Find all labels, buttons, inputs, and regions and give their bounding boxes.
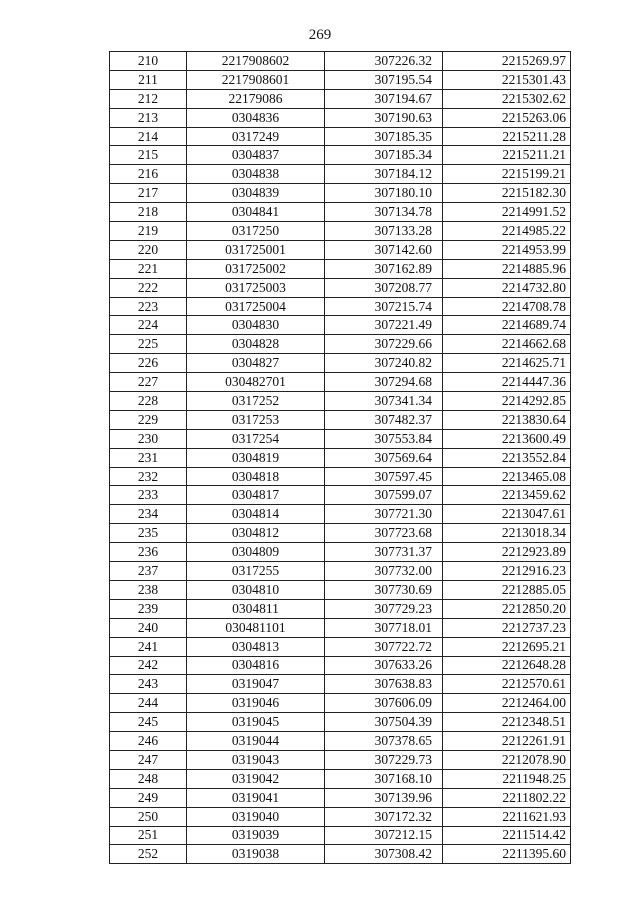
point-code-cell: 0304841 <box>187 203 325 222</box>
y-coordinate-cell: 2212464.00 <box>443 694 571 713</box>
y-coordinate-cell: 2212261.91 <box>443 732 571 751</box>
y-coordinate-cell: 2214953.99 <box>443 240 571 259</box>
point-code-cell: 0317249 <box>187 127 325 146</box>
point-code-cell: 0319044 <box>187 732 325 751</box>
y-coordinate-cell: 2215263.06 <box>443 108 571 127</box>
y-coordinate-cell: 2215211.21 <box>443 146 571 165</box>
table-row <box>110 165 571 184</box>
point-code-cell: 2217908601 <box>187 70 325 89</box>
point-code-cell: 0304839 <box>187 184 325 203</box>
y-coordinate-cell: 2212916.23 <box>443 562 571 581</box>
table-row <box>110 788 571 807</box>
y-coordinate-cell: 2214689.74 <box>443 316 571 335</box>
y-coordinate-cell: 2214985.22 <box>443 222 571 241</box>
point-code-cell: 0304817 <box>187 486 325 505</box>
point-code-cell: 0304837 <box>187 146 325 165</box>
x-coordinate-cell: 307190.63 <box>325 108 443 127</box>
y-coordinate-cell: 2215211.28 <box>443 127 571 146</box>
x-coordinate-cell: 307185.35 <box>325 127 443 146</box>
point-number-cell: 251 <box>110 826 187 845</box>
x-coordinate-cell: 307240.82 <box>325 354 443 373</box>
x-coordinate-cell: 307229.73 <box>325 750 443 769</box>
table-row <box>110 580 571 599</box>
table-row <box>110 108 571 127</box>
y-coordinate-cell: 2215182.30 <box>443 184 571 203</box>
point-code-cell: 0304838 <box>187 165 325 184</box>
x-coordinate-cell: 307341.34 <box>325 392 443 411</box>
y-coordinate-cell: 2215199.21 <box>443 165 571 184</box>
x-coordinate-cell: 307172.32 <box>325 807 443 826</box>
y-coordinate-cell: 2213018.34 <box>443 524 571 543</box>
x-coordinate-cell: 307168.10 <box>325 769 443 788</box>
y-coordinate-cell: 2215269.97 <box>443 52 571 71</box>
point-number-cell: 245 <box>110 713 187 732</box>
point-code-cell: 0304819 <box>187 448 325 467</box>
point-number-cell: 236 <box>110 543 187 562</box>
point-code-cell: 0304830 <box>187 316 325 335</box>
x-coordinate-cell: 307633.26 <box>325 656 443 675</box>
point-number-cell: 248 <box>110 769 187 788</box>
x-coordinate-cell: 307723.68 <box>325 524 443 543</box>
point-number-cell: 229 <box>110 410 187 429</box>
point-number-cell: 210 <box>110 52 187 71</box>
point-code-cell: 0317255 <box>187 562 325 581</box>
y-coordinate-cell: 2215302.62 <box>443 89 571 108</box>
table-row <box>110 732 571 751</box>
point-number-cell: 220 <box>110 240 187 259</box>
point-code-cell: 0304836 <box>187 108 325 127</box>
table-row <box>110 259 571 278</box>
point-number-cell: 246 <box>110 732 187 751</box>
y-coordinate-cell: 2211802.22 <box>443 788 571 807</box>
table-row <box>110 70 571 89</box>
point-number-cell: 227 <box>110 373 187 392</box>
table-row <box>110 694 571 713</box>
point-number-cell: 239 <box>110 599 187 618</box>
table-row <box>110 599 571 618</box>
table-row <box>110 410 571 429</box>
x-coordinate-cell: 307722.72 <box>325 637 443 656</box>
point-number-cell: 214 <box>110 127 187 146</box>
point-number-cell: 242 <box>110 656 187 675</box>
table-row <box>110 637 571 656</box>
point-code-cell: 0304810 <box>187 580 325 599</box>
point-number-cell: 211 <box>110 70 187 89</box>
y-coordinate-cell: 2212648.28 <box>443 656 571 675</box>
x-coordinate-cell: 307553.84 <box>325 429 443 448</box>
point-number-cell: 218 <box>110 203 187 222</box>
table-row <box>110 467 571 486</box>
x-coordinate-cell: 307185.34 <box>325 146 443 165</box>
table-row <box>110 562 571 581</box>
y-coordinate-cell: 2214708.78 <box>443 297 571 316</box>
point-code-cell: 0319040 <box>187 807 325 826</box>
table-row <box>110 392 571 411</box>
point-code-cell: 031725002 <box>187 259 325 278</box>
point-code-cell: 0317254 <box>187 429 325 448</box>
point-code-cell: 031725004 <box>187 297 325 316</box>
point-code-cell: 0319045 <box>187 713 325 732</box>
point-code-cell: 030482701 <box>187 373 325 392</box>
x-coordinate-cell: 307221.49 <box>325 316 443 335</box>
x-coordinate-cell: 307729.23 <box>325 599 443 618</box>
table-row <box>110 203 571 222</box>
point-code-cell: 0304827 <box>187 354 325 373</box>
table-row <box>110 524 571 543</box>
y-coordinate-cell: 2212923.89 <box>443 543 571 562</box>
table-row <box>110 89 571 108</box>
table-row <box>110 184 571 203</box>
y-coordinate-cell: 2213459.62 <box>443 486 571 505</box>
x-coordinate-cell: 307731.37 <box>325 543 443 562</box>
point-number-cell: 217 <box>110 184 187 203</box>
table-row <box>110 486 571 505</box>
table-row <box>110 656 571 675</box>
x-coordinate-cell: 307606.09 <box>325 694 443 713</box>
point-code-cell: 0304809 <box>187 543 325 562</box>
x-coordinate-cell: 307180.10 <box>325 184 443 203</box>
x-coordinate-cell: 307194.67 <box>325 89 443 108</box>
y-coordinate-cell: 2214885.96 <box>443 259 571 278</box>
point-code-cell: 0304814 <box>187 505 325 524</box>
point-code-cell: 0319047 <box>187 675 325 694</box>
table-row <box>110 845 571 864</box>
x-coordinate-cell: 307294.68 <box>325 373 443 392</box>
point-number-cell: 250 <box>110 807 187 826</box>
point-number-cell: 234 <box>110 505 187 524</box>
x-coordinate-cell: 307134.78 <box>325 203 443 222</box>
point-code-cell: 030481101 <box>187 618 325 637</box>
point-code-cell: 0319038 <box>187 845 325 864</box>
point-number-cell: 252 <box>110 845 187 864</box>
y-coordinate-cell: 2211514.42 <box>443 826 571 845</box>
table-row <box>110 675 571 694</box>
x-coordinate-cell: 307638.83 <box>325 675 443 694</box>
y-coordinate-cell: 2214447.36 <box>443 373 571 392</box>
coordinates-table-body <box>110 52 571 864</box>
point-code-cell: 22179086 <box>187 89 325 108</box>
point-number-cell: 232 <box>110 467 187 486</box>
point-number-cell: 223 <box>110 297 187 316</box>
y-coordinate-cell: 2214625.71 <box>443 354 571 373</box>
point-code-cell: 0304828 <box>187 335 325 354</box>
table-row <box>110 826 571 845</box>
point-number-cell: 212 <box>110 89 187 108</box>
table-row <box>110 618 571 637</box>
y-coordinate-cell: 2212737.23 <box>443 618 571 637</box>
y-coordinate-cell: 2212570.61 <box>443 675 571 694</box>
point-code-cell: 0319046 <box>187 694 325 713</box>
x-coordinate-cell: 307482.37 <box>325 410 443 429</box>
point-code-cell: 0317253 <box>187 410 325 429</box>
x-coordinate-cell: 307139.96 <box>325 788 443 807</box>
point-number-cell: 238 <box>110 580 187 599</box>
table-row <box>110 543 571 562</box>
table-row <box>110 354 571 373</box>
point-code-cell: 031725001 <box>187 240 325 259</box>
point-number-cell: 243 <box>110 675 187 694</box>
page-number: 269 <box>308 27 332 43</box>
table-row <box>110 373 571 392</box>
table-row <box>110 335 571 354</box>
y-coordinate-cell: 2212695.21 <box>443 637 571 656</box>
y-coordinate-cell: 2213830.64 <box>443 410 571 429</box>
coordinates-table <box>109 51 571 864</box>
x-coordinate-cell: 307162.89 <box>325 259 443 278</box>
x-coordinate-cell: 307378.65 <box>325 732 443 751</box>
x-coordinate-cell: 307215.74 <box>325 297 443 316</box>
point-code-cell: 0317252 <box>187 392 325 411</box>
y-coordinate-cell: 2212348.51 <box>443 713 571 732</box>
x-coordinate-cell: 307229.66 <box>325 335 443 354</box>
y-coordinate-cell: 2211395.60 <box>443 845 571 864</box>
x-coordinate-cell: 307599.07 <box>325 486 443 505</box>
table-row <box>110 240 571 259</box>
table-row <box>110 127 571 146</box>
y-coordinate-cell: 2212850.20 <box>443 599 571 618</box>
y-coordinate-cell: 2213047.61 <box>443 505 571 524</box>
point-number-cell: 231 <box>110 448 187 467</box>
y-coordinate-cell: 2213552.84 <box>443 448 571 467</box>
point-number-cell: 230 <box>110 429 187 448</box>
point-code-cell: 2217908602 <box>187 52 325 71</box>
y-coordinate-cell: 2214292.85 <box>443 392 571 411</box>
point-code-cell: 0319043 <box>187 750 325 769</box>
x-coordinate-cell: 307597.45 <box>325 467 443 486</box>
x-coordinate-cell: 307212.15 <box>325 826 443 845</box>
x-coordinate-cell: 307208.77 <box>325 278 443 297</box>
point-number-cell: 235 <box>110 524 187 543</box>
table-row <box>110 448 571 467</box>
y-coordinate-cell: 2214732.80 <box>443 278 571 297</box>
table-row <box>110 146 571 165</box>
x-coordinate-cell: 307142.60 <box>325 240 443 259</box>
x-coordinate-cell: 307569.64 <box>325 448 443 467</box>
table-row <box>110 52 571 71</box>
table-row <box>110 505 571 524</box>
point-number-cell: 228 <box>110 392 187 411</box>
y-coordinate-cell: 2211948.25 <box>443 769 571 788</box>
point-code-cell: 0304816 <box>187 656 325 675</box>
point-number-cell: 221 <box>110 259 187 278</box>
table-row <box>110 429 571 448</box>
x-coordinate-cell: 307721.30 <box>325 505 443 524</box>
point-number-cell: 233 <box>110 486 187 505</box>
x-coordinate-cell: 307504.39 <box>325 713 443 732</box>
point-code-cell: 0319042 <box>187 769 325 788</box>
point-number-cell: 249 <box>110 788 187 807</box>
point-number-cell: 215 <box>110 146 187 165</box>
y-coordinate-cell: 2212885.05 <box>443 580 571 599</box>
point-number-cell: 225 <box>110 335 187 354</box>
x-coordinate-cell: 307718.01 <box>325 618 443 637</box>
point-number-cell: 241 <box>110 637 187 656</box>
x-coordinate-cell: 307732.00 <box>325 562 443 581</box>
table-row <box>110 750 571 769</box>
point-number-cell: 240 <box>110 618 187 637</box>
x-coordinate-cell: 307184.12 <box>325 165 443 184</box>
point-number-cell: 216 <box>110 165 187 184</box>
table-row <box>110 297 571 316</box>
point-code-cell: 0304818 <box>187 467 325 486</box>
point-number-cell: 237 <box>110 562 187 581</box>
table-row <box>110 316 571 335</box>
point-code-cell: 0319039 <box>187 826 325 845</box>
y-coordinate-cell: 2212078.90 <box>443 750 571 769</box>
point-code-cell: 0304811 <box>187 599 325 618</box>
point-code-cell: 0304812 <box>187 524 325 543</box>
y-coordinate-cell: 2211621.93 <box>443 807 571 826</box>
point-number-cell: 224 <box>110 316 187 335</box>
y-coordinate-cell: 2213600.49 <box>443 429 571 448</box>
x-coordinate-cell: 307195.54 <box>325 70 443 89</box>
table-row <box>110 769 571 788</box>
table-row <box>110 278 571 297</box>
point-number-cell: 244 <box>110 694 187 713</box>
x-coordinate-cell: 307133.28 <box>325 222 443 241</box>
table-row <box>110 807 571 826</box>
point-number-cell: 226 <box>110 354 187 373</box>
point-number-cell: 222 <box>110 278 187 297</box>
point-code-cell: 031725003 <box>187 278 325 297</box>
point-code-cell: 0304813 <box>187 637 325 656</box>
table-row <box>110 222 571 241</box>
point-number-cell: 213 <box>110 108 187 127</box>
point-number-cell: 219 <box>110 222 187 241</box>
point-number-cell: 247 <box>110 750 187 769</box>
x-coordinate-cell: 307226.32 <box>325 52 443 71</box>
y-coordinate-cell: 2215301.43 <box>443 70 571 89</box>
x-coordinate-cell: 307730.69 <box>325 580 443 599</box>
y-coordinate-cell: 2214662.68 <box>443 335 571 354</box>
table-row <box>110 713 571 732</box>
y-coordinate-cell: 2214991.52 <box>443 203 571 222</box>
x-coordinate-cell: 307308.42 <box>325 845 443 864</box>
point-code-cell: 0319041 <box>187 788 325 807</box>
y-coordinate-cell: 2213465.08 <box>443 467 571 486</box>
point-code-cell: 0317250 <box>187 222 325 241</box>
